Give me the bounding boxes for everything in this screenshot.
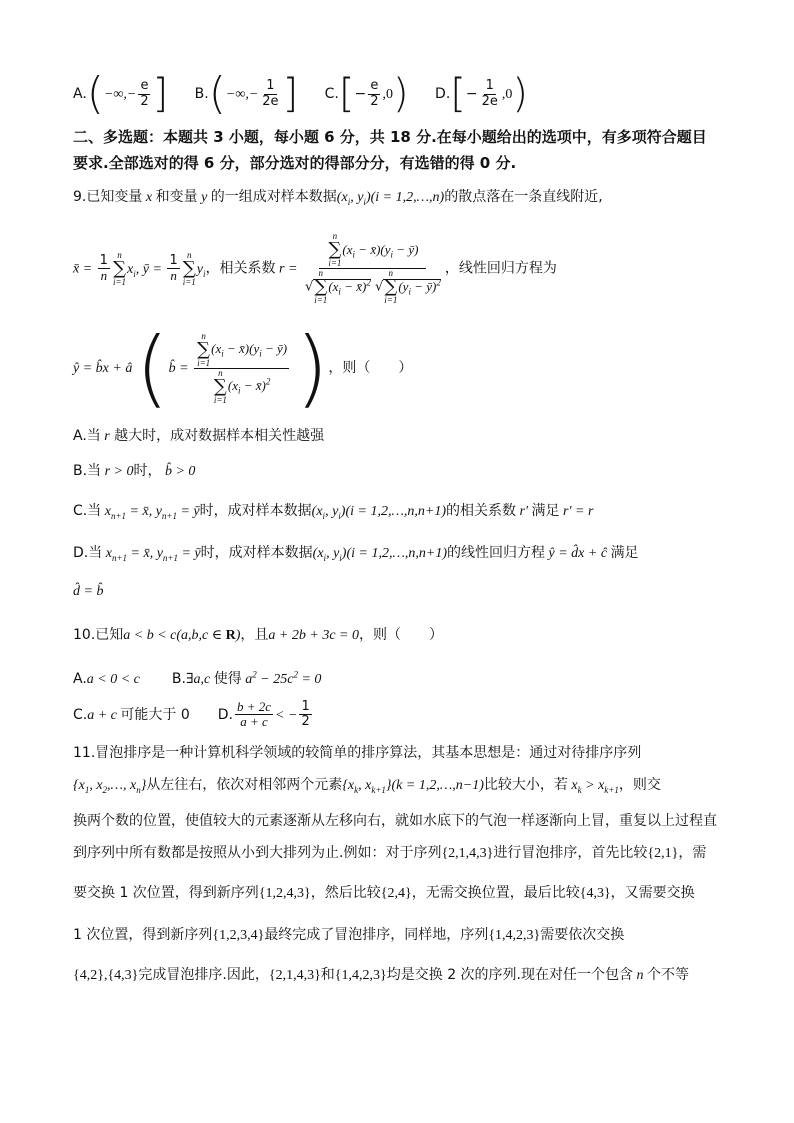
section2-line1: 二、多选题：本题共 3 小题，每小题 6 分，共 18 分.在每小题给出的选项中，有多项符合题目: [73, 128, 707, 146]
q9-mean-and-corr: x̄ = $\frac{1}{n}$ n ∑ i=1 $x_i$, ȳ = $\frac{1}{n}$ n ∑ i=1 $y_i$，相关系数 r = n ∑ i=1 ($x_i$ − $x̄)(y_i$ − ȳ) √ n ∑ i=1 ($x_i$ − x̄)$^2$ √ n ∑ i=1 ($y_i$ − ȳ)$^2$ ，线性回归方程为: [73, 231, 557, 305]
q9-option-b: B.当 r > 0时， b̂ > 0: [73, 463, 196, 479]
section2-line2: 要求.全部选对的得 6 分，部分选对的得部分分，有选错的得 0 分.: [73, 154, 517, 172]
q11-line2: {$x_1$, $x_2,\dots$, $x_n$}从左往右，依次对相邻两个元素{$x_k$, $x_{k+1}\}(k$ = 1,2,…,n−1)比较大小，若 $x_k > x_{k+1}$，则交: [73, 777, 661, 795]
q9-option-c: C.当 $x_{n+1}$ = x̄, $y_{n+1}$ = ȳ时，成对样本数据($x_i$, $y_i)(i$ = 1,2,…,n,n+1)的相关系数 r′ 满足 r′ = r: [73, 503, 594, 521]
q9-option-d: D.当 $x_{n+1}$ = x̄, $y_{n+1}$ = ȳ时，成对样本数据($x_i$, $y_i)(i$ = 1,2,…,n,n+1)的线性回归方程 ŷ = d̂x + ĉ 满足: [73, 545, 639, 563]
q11-line7: {4,2},{4,3}完成冒泡排序.因此，{2,1,4,3}和{1,4,2,3}均是交换 2 次的序列.现在对任一个包含 n 个不等: [73, 967, 690, 983]
q11-line3: 换两个数的位置，使值较大的元素逐渐从左移向右，就如水底下的气泡一样逐渐向上冒，重复以上过程直: [73, 813, 717, 829]
q10-options-cd: C.a + c 可能大于 0 D. $\frac{b + 2c}{a + c}$ < − $\frac{1}{2}$: [73, 699, 310, 730]
q8-options: [73, 68, 550, 119]
q10-options-ab: A.a < 0 < c B.∃a,c 使得 $a^2 - 25c^2 = 0$: [73, 669, 322, 687]
q10-intro: 10.已知a < b < c(a,b,c ∈ R)，且a + 2b + 3c = 0，则（ ）: [73, 627, 443, 643]
q8-option-a: A.(−∞,− $\frac{e}{2}$ ]: [73, 68, 169, 119]
q9-intro: 9.已知变量 x 和变量 y 的一组成对样本数据($x_i$, $y_i)(i$ = 1,2,…,n)的散点落在一条直线附近,: [73, 189, 603, 207]
q11-line5: 要交换 1 次位置，得到新序列{1,2,4,3}，然后比较{2,4}，无需交换位置，最后比较{4,3}，又需要交换: [73, 885, 695, 901]
q8-option-d: D.[− $\frac{1}{2e}$ ,0): [435, 71, 529, 117]
q11-line1: 11.冒泡排序是一种计算机科学领域的较简单的排序算法，其基本思想是：通过对待排序序列: [73, 745, 642, 761]
q8-option-b: B.(−∞,− $\frac{1}{2e}$ ]: [194, 68, 299, 119]
q9-option-d-cont: d̂ = b̂: [73, 584, 104, 599]
q9-regression: ŷ = b̂x + â (b̂ = n ∑ i=1 ($x_i$ − $x̄)(y_i$ − ȳ) n ∑ i=1 ($x_i$ − x̄)$^2$ )，则（ ）: [73, 319, 413, 417]
q11-line4: 到序列中所有数都是按照从小到大排列为止.例如：对于序列{2,1,4,3}进行冒泡排序，首先比较{2,1}，需: [73, 845, 707, 861]
q9-option-a: A.当 r 越大时，成对数据样本相关性越强: [73, 428, 325, 444]
q8-option-c: C.[− $\frac{e}{2}$ ,0): [324, 71, 409, 117]
q11-line6: 1 次位置，得到新序列{1,2,3,4}最终完成了冒泡排序，同样地，序列{1,4,2,3}需要依次交换: [73, 927, 625, 943]
